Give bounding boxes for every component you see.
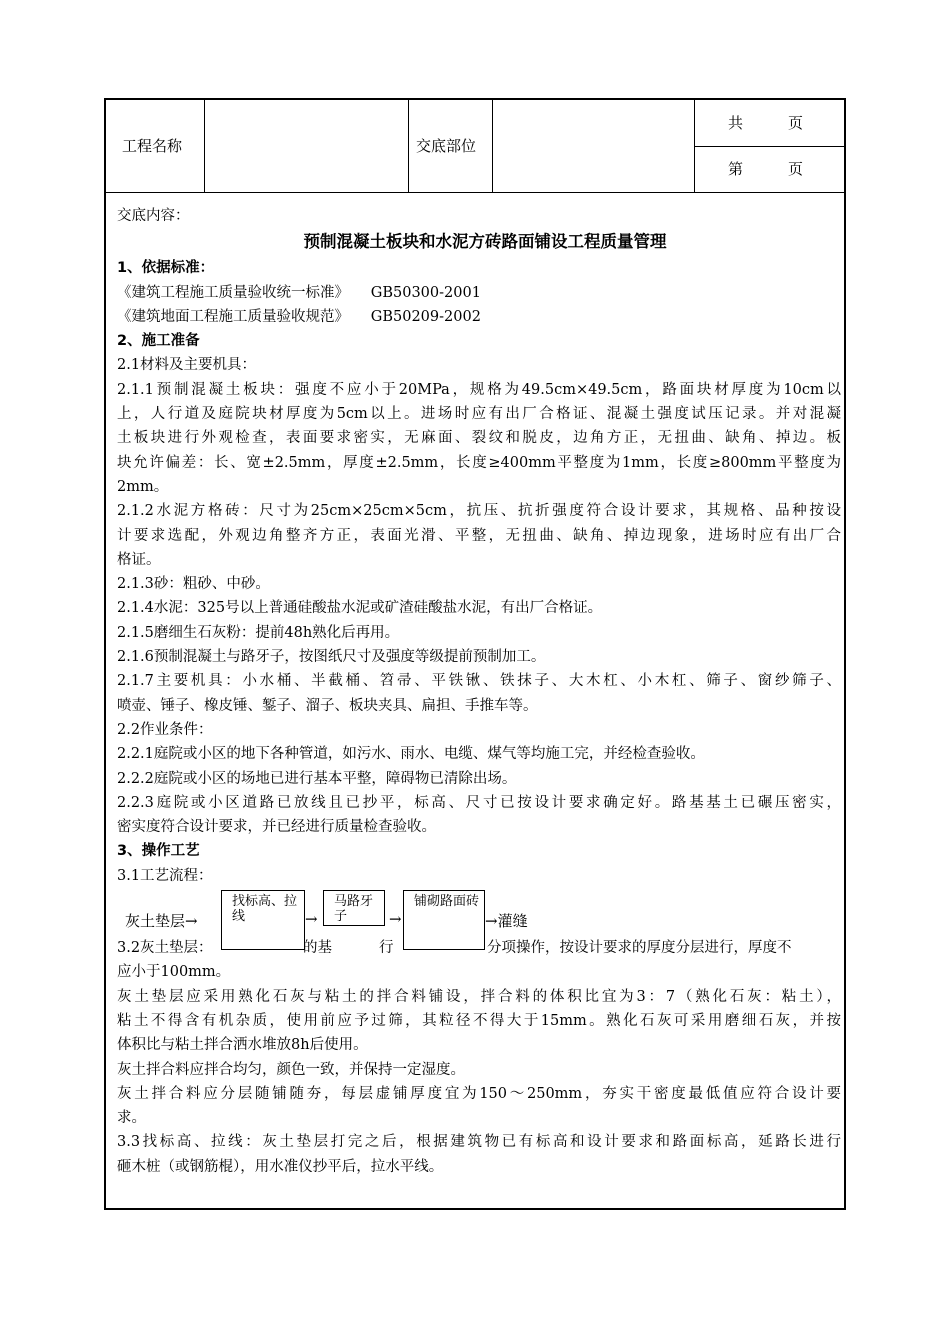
paragraph-line: 2.1材料及主要机具： [117,357,257,374]
standard-reference: 《建筑地面工程施工质量验收规范》 GB50209-2002 [117,308,481,325]
paragraph-line: 灰土拌合料应拌合均匀，颜色一致，并保持一定湿度。 [117,1061,465,1078]
flow-arrow: → [305,910,318,929]
paragraph-line: 3.3找标高、拉线：灰土垫层打完之后，根据建筑物已有标高和设计要求和路面标高，延路长进行 [117,1134,841,1151]
paragraph-line: 应小于100mm。 [117,964,231,981]
paragraph-line [117,936,841,960]
paragraph-line: 土板块进行外观检查，表面要求密实，无麻面、裂纹和脱皮，边角方正，无扭曲、缺角、掉边。板 [117,430,841,447]
paragraph-line: 2.2.1庭院或小区的地下各种管道，如污水、雨水、电缆、煤气等均施工完，并经检查验收。 [117,746,705,763]
flow-step-end: →灌缝 [485,912,528,931]
paragraph-line: 灰土垫层应采用熟化石灰与粘土的拌合料铺设，拌合料的体积比宜为3：7（熟化石灰：粘土）， [117,988,841,1005]
project-name-label: 工程名称 [122,137,183,155]
standard-reference: 《建筑工程施工质量验收统一标准》 GB50300-2001 [117,284,481,301]
divider [204,100,205,192]
paragraph-line: 2.1.4水泥：325号以上普通硅酸盐水泥或矿渣硅酸盐水泥，有出厂合格证。 [117,600,603,617]
paragraph-line: 2.1.1预制混凝土板块：强度不应小于20MPa，规格为49.5cm×49.5cm，路面块材厚度为10cm以 [117,381,841,398]
flow-step-start: 灰土垫层→ [125,912,198,931]
flow-arrow: → [389,910,402,929]
flow-step-label: 找标高、拉线 [232,894,298,925]
handover-content [117,204,841,1179]
process-flow [117,888,841,936]
paragraph-line: 2.1.2水泥方格砖：尺寸为25cm×25cm×5cm，抗压、抗折强度符合设计要求，其规格、品种按设 [117,503,841,520]
section-heading: 1、依据标准： [117,260,215,277]
page-number-label: 第 页 [728,160,804,178]
divider [492,100,493,192]
paragraph-fragment: 的基 [303,940,332,957]
flow-step-label: 马路牙子 [334,894,374,925]
handover-part-value[interactable] [500,104,688,188]
paragraph-line: 2.1.7主要机具：小水桶、半截桶、笤帚、平铁锹、铁抹子、大木杠、小木杠、筛子、窗纱筛子、 [117,673,841,690]
content-label: 交底内容： [117,208,190,224]
paragraph-line: 砸木桩（或钢筋棍），用水准仪抄平后，拉水平线。 [117,1158,444,1175]
paragraph-line: 上，人行道及庭院块材厚度为5cm以上。进场时应有出厂合格证、混凝土强度试压记录。并对混凝 [117,406,841,423]
handover-form [104,98,846,1210]
paragraph-line: 2.2作业条件： [117,721,213,738]
paragraph-line: 3.1工艺流程： [117,867,213,884]
paragraph-line: 2.1.5磨细生石灰粉：提前48h熟化后再用。 [117,624,400,641]
paragraph-line: 灰土拌合料应分层随铺随夯，每层虚铺厚度宜为150～250mm，夯实干密度最低值应符合设计要 [117,1085,841,1102]
divider [694,146,846,147]
divider [408,100,409,192]
project-name-value[interactable] [212,104,402,188]
section-heading: 2、施工准备 [117,333,200,350]
paragraph-line: 密实度符合设计要求，并已经进行质量检查验收。 [117,819,436,836]
paragraph-line: 粘土不得含有机杂质，使用前应予过筛，其粒径不得大于15mm。熟化石灰可采用磨细石灰，并按 [117,1012,841,1029]
paragraph-line: 2.2.2庭院或小区的场地已进行基本平整，障碍物已清除出场。 [117,770,517,787]
paragraph-fragment: 3.2灰土垫层： [117,940,213,957]
paragraph-line: 2mm。 [117,478,169,495]
paragraph-fragment: 分项操作，按设计要求的厚度分层进行，厚度不 [487,940,792,957]
flow-step-label: 铺砌路面砖 [414,894,480,910]
paragraph-line: 块允许偏差：长、宽±2.5mm，厚度±2.5mm，长度≥400mm平整度为1mm，长度≥800mm平整度为 [117,454,841,471]
paragraph-line: 2.1.3砂：粗砂、中砂。 [117,576,270,593]
paragraph-fragment: 行 [379,940,394,957]
paragraph-line: 2.1.6预制混凝土与路牙子，按图纸尺寸及强度等级提前预制加工。 [117,649,546,666]
paragraph-line: 喷壶、锤子、橡皮锤、錾子、溜子、板块夹具、扁担、手推车等。 [117,697,538,714]
form-header [106,100,846,193]
paragraph-line: 求。 [117,1110,146,1127]
document-title: 预制混凝土板块和水泥方砖路面铺设工程质量管理 [303,232,667,252]
paragraph-line: 格证。 [117,551,161,568]
flow-step-box [323,890,385,926]
total-pages-label: 共 页 [728,114,804,132]
paragraph-line: 计要求选配，外观边角整齐方正，表面光滑、平整，无扭曲、缺角、掉边现象，进场时应有出厂合 [117,527,841,544]
paragraph-line: 2.2.3庭院或小区道路已放线且已抄平，标高、尺寸已按设计要求确定好。路基基土已碾压密实， [117,794,841,811]
section-heading: 3、操作工艺 [117,843,200,860]
paragraph-line: 体积比与粘土拌合洒水堆放8h后使用。 [117,1037,368,1054]
handover-part-label: 交底部位 [416,137,477,155]
